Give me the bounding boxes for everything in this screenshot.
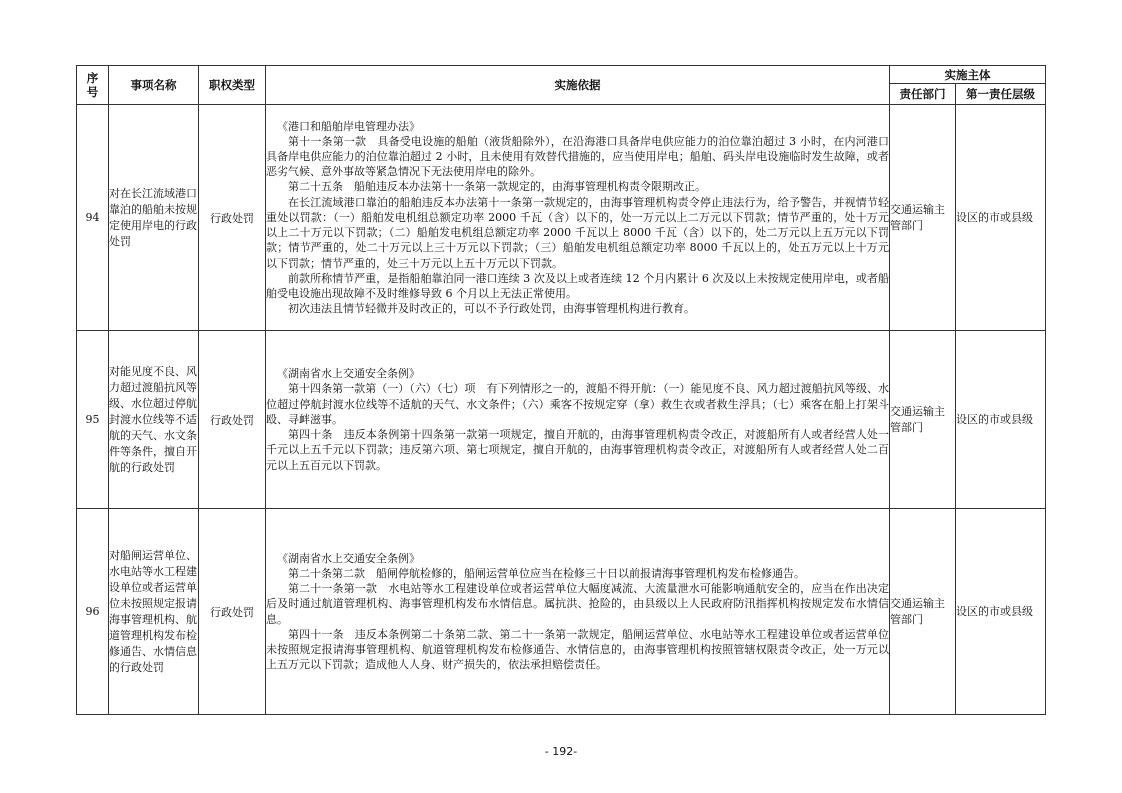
row-number: 95 xyxy=(77,331,109,509)
basis-paragraph: 第十四条第一款第（一）（六）（七）项 有下列情形之一的，渡船不得开航：（一）能见度不良、风力超过渡船抗风等级、水位超过停航封渡水位线等不适航的天气、水文条件；（六）乘客不按规定穿（拿）救生衣或者救生浮具；（七）乘客在船上打架斗殴、寻衅滋事。 xyxy=(266,382,889,426)
page-number: - 192- xyxy=(544,745,578,758)
basis-paragraph: 在长江流域港口靠泊的船舶违反本办法第十一条第一款规定的，由海事管理机构责令停止违法行为，给予警告，并视情节轻重处以罚款：（一）船舶发电机组总额定功率 2000 千瓦（含）以下的，处一万元以上二万元以下罚款；情节严重的，处十万元以上二十万元以下罚款；（二）船舶发电机组总额定功率 2000 千瓦以上 8000 千瓦（含）以下的，处二万元以上五万元以下罚款；情节严重的，处二十万元以上三十万元以下罚款；（三）船舶发电机组总额定功率 8000 千瓦以上的，处五万元以上十万元以下罚款；情节严重的，处三十万元以上五十万元以下罚款。 xyxy=(266,195,889,270)
table-row xyxy=(77,331,1046,509)
item-name: 对在长江流域港口靠泊的船舶未按规定使用岸电的行政处罚 xyxy=(109,105,199,331)
enforcement-table xyxy=(76,65,1046,715)
basis-paragraph: 第二十条第二款 船闸停航检修的，船闸运营单位应当在检修三十日以前报请海事管理机构发布检修通告。 xyxy=(288,566,805,580)
header-power-type: 职权类型 xyxy=(199,66,266,105)
basis-paragraph: 第四十一条 违反本条例第二十条第二款、第二十一条第一款规定，船闸运营单位、水电站等水工程建设单位或者运营单位未按照规定报请海事管理机构、航道管理机构发布检修通告、水情信息的，由海事管理机构按照管辖权限责令改正，处一万元以上五万元以下罚款；造成他人人身、财产损失的，依法承担赔偿责任。 xyxy=(266,627,889,672)
row-number: 94 xyxy=(77,105,109,331)
table-row xyxy=(77,509,1046,715)
power-type: 行政处罚 xyxy=(199,331,266,509)
power-type: 行政处罚 xyxy=(199,105,266,331)
legal-basis xyxy=(266,331,890,509)
law-title: 《港口和船舶岸电管理办法》 xyxy=(277,119,420,133)
header-basis: 实施依据 xyxy=(266,66,890,105)
law-title: 《湖南省水上交通安全条例》 xyxy=(277,367,420,381)
responsible-dept: 交通运输主管部门 xyxy=(890,331,956,509)
header-item-name: 事项名称 xyxy=(109,66,199,105)
item-name: 对能见度不良、风力超过渡船抗风等级、水位超过停航封渡水位线等不适航的天气、水文条件等条件，擅自开航的行政处罚 xyxy=(109,331,199,509)
responsible-level: 设区的市或县级 xyxy=(956,105,1046,331)
responsible-level: 设区的市或县级 xyxy=(956,509,1046,715)
header-seq: 序号 xyxy=(77,66,109,105)
basis-paragraph: 第四十条 违反本条例第十四条第一款第一项规定，擅自开航的，由海事管理机构责令改正，对渡船所有人或者经营人处一千元以上五千元以下罚款；违反第六项、第七项规定，擅自开航的，由海事管理机构责令改正，对渡船所有人或者经营人处二百元以上五百元以下罚款。 xyxy=(266,428,889,472)
responsible-level: 设区的市或县级 xyxy=(956,331,1046,509)
responsible-dept: 交通运输主管部门 xyxy=(890,509,956,715)
responsible-dept: 交通运输主管部门 xyxy=(890,105,956,331)
basis-paragraph: 前款所称情节严重，是指船舶靠泊同一港口连续 3 次及以上或者连续 12 个月内累计 6 次及以上未按规定使用岸电，或者船舶受电设施出现故障不及时维修导致 6 个月以上无法正常使用。 xyxy=(266,271,889,300)
item-name: 对船闸运营单位、水电站等水工程建设单位或者运营单位未按照规定报请海事管理机构、航道管理机构发布检修通告、水情信息的行政处罚 xyxy=(109,509,199,715)
basis-paragraph: 第十一条第一款 具备受电设施的船舶（液货船除外），在沿海港口具备岸电供应能力的泊位靠泊超过 3 小时，在内河港口具备岸电供应能力的泊位靠泊超过 2 小时，且未使用有效替代措施的，应当使用岸电；船舶、码头岸电设施临时发生故障，或者恶劣气候、意外事故等紧急情况下无法使用岸电的除外。 xyxy=(266,134,889,179)
table-row xyxy=(77,105,1046,331)
header-dept: 责任部门 xyxy=(890,84,956,105)
legal-basis xyxy=(266,105,890,331)
header-level: 第一责任层级 xyxy=(956,84,1046,105)
basis-paragraph: 第二十一条第一款 水电站等水工程建设单位或者运营单位大幅度减流、大流量泄水可能影响通航安全的，应当在作出决定后及时通过航道管理机构、海事管理机构发布水情信息。属抗洪、抢险的，由县级以上人民政府防汛指挥机构按规定发布水情信息。 xyxy=(266,582,889,626)
basis-paragraph: 第二十五条 船舶违反本办法第十一条第一款规定的，由海事管理机构责令限期改正。 xyxy=(288,180,706,194)
legal-basis xyxy=(266,509,890,715)
header-subject: 实施主体 xyxy=(890,66,1046,84)
row-number: 96 xyxy=(77,509,109,715)
power-type: 行政处罚 xyxy=(199,509,266,715)
law-title: 《湖南省水上交通安全条例》 xyxy=(277,551,420,565)
basis-paragraph: 初次违法且情节轻微并及时改正的，可以不予行政处罚，由海事管理机构进行教育。 xyxy=(288,302,695,316)
